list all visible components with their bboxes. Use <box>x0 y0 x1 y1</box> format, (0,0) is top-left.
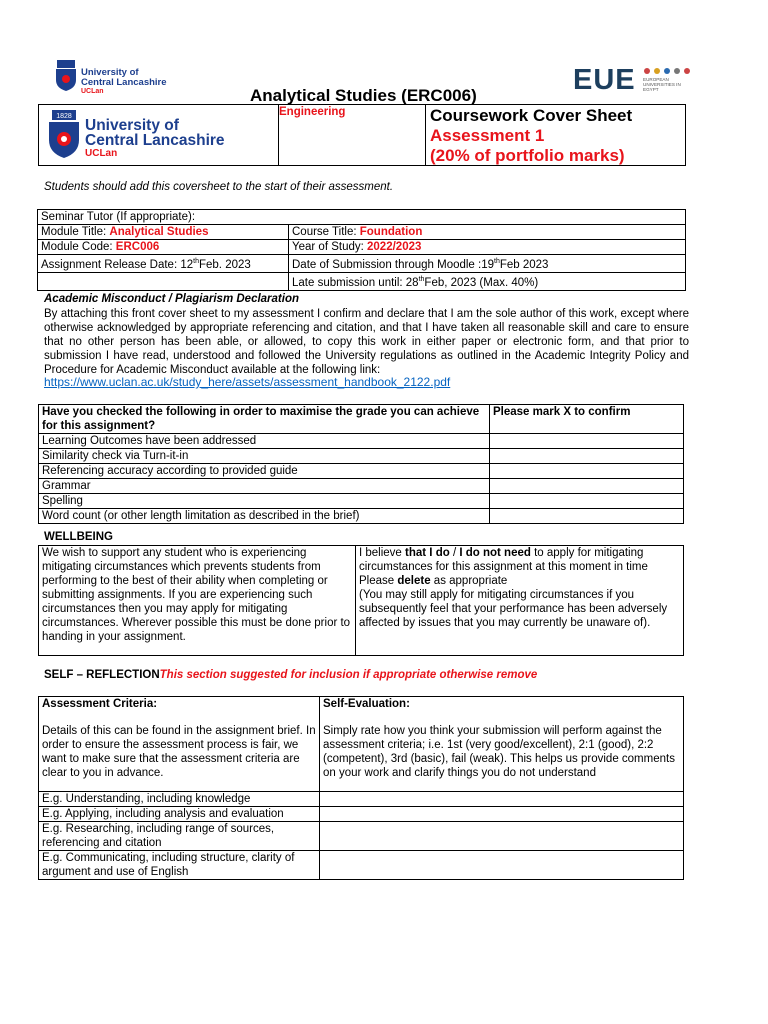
checklist-mark-cell[interactable] <box>490 509 684 524</box>
submission-date-text: Date of Submission through Moodle :19 <box>292 258 495 271</box>
wellbeing-declaration <box>356 546 684 656</box>
assessment-number: Assessment 1 <box>430 126 545 145</box>
table-row <box>38 225 686 240</box>
checklist-mark-cell[interactable] <box>490 479 684 494</box>
wellbeing-delete-line <box>359 574 680 588</box>
checklist-confirm-header: Please mark X to confirm <box>490 405 684 434</box>
assessment-criteria-header: Assessment Criteria: <box>42 698 158 710</box>
checklist-mark-cell[interactable] <box>490 434 684 449</box>
table-row <box>39 792 684 807</box>
uclan-abbr: UCLan <box>85 148 118 159</box>
table-row <box>38 240 686 255</box>
delete-word: delete <box>397 575 431 587</box>
empty-cell <box>38 272 289 290</box>
table-row <box>39 851 684 880</box>
delete-post: as appropriate <box>430 575 508 587</box>
uclan-logo <box>39 105 279 165</box>
module-code-value: ERC006 <box>115 241 160 253</box>
small-uclan-logo <box>54 60 174 96</box>
module-title-value: Analytical Studies <box>109 226 209 238</box>
checklist-question: Have you checked the following in order to maximise the grade you can achieve for this assignment? <box>39 405 490 434</box>
release-date-text: Assignment Release Date: 12 <box>41 258 194 271</box>
criteria-row-input[interactable] <box>320 792 684 807</box>
uclan-name-line1: University of <box>85 117 179 134</box>
reflection-heading: SELF – REFLECTION <box>44 669 160 681</box>
portfolio-weight: (20% of portfolio marks) <box>430 146 625 165</box>
wellbeing-support-text: We wish to support any student who is experiencing mitigating circumstances which prevents students from performing to the best of their ability when completing or submitting assignments. If you are experiencing such circumstances then you may apply for mitigating circumstances. Wherever possible this must be done prior to handing in your assignment. <box>39 546 356 656</box>
crest-year: 1828 <box>56 113 72 120</box>
intro-text: Students should add this coversheet to the start of their assessment. <box>44 181 394 193</box>
uclan-name-line2: Central Lancashire <box>85 132 225 149</box>
submission-date-cell <box>289 255 686 273</box>
department-label: Engineering <box>279 106 346 118</box>
uclan-crest-small-icon <box>54 60 78 92</box>
table-row <box>39 494 684 509</box>
checklist-item: Referencing accuracy according to provided guide <box>39 464 490 479</box>
criteria-row-input[interactable] <box>320 822 684 851</box>
assessment-criteria-cell <box>39 697 320 792</box>
declaration-pre: I believe <box>359 547 406 559</box>
page-title: Analytical Studies (ERC006) <box>250 86 477 105</box>
department-cell <box>279 105 426 165</box>
misconduct-text: By attaching this front cover sheet to my assessment I confirm and declare that I am the sole author of this work, except where otherwise acknowledged by appropriate referencing and citation, and that I have taken all reasonable skill and care to ensure that no other person has been able, or allowed, to copy this work in either paper or electronic form, and that prior to submission I have read, understood and followed the University regulations as outlined in the Academic Integrity Policy and Procedure for Academic Misconduct available at the following link: <box>44 308 689 376</box>
late-submission-text: Late submission until: 28 <box>292 276 419 289</box>
declaration-slash: / <box>449 547 460 559</box>
declaration-post: to apply for mitigating circumstances for this assignment at this moment in time <box>359 547 648 573</box>
criteria-row-label: E.g. Applying, including analysis and evaluation <box>39 807 320 822</box>
release-date-sup: th <box>193 258 199 265</box>
table-row <box>39 807 684 822</box>
uclan-crest-icon <box>47 110 81 160</box>
module-code-label: Module Code: <box>41 241 116 253</box>
course-title-label: Course Title: <box>292 226 360 238</box>
table-row <box>38 272 686 290</box>
criteria-row-label: E.g. Understanding, including knowledge <box>39 792 320 807</box>
release-date-cell <box>38 255 289 273</box>
delete-pre: Please <box>359 575 398 587</box>
reflection-heading-line <box>44 669 537 681</box>
eue-logo-subtitle: EUROPEAN UNIVERSITIES IN EGYPT <box>643 77 681 92</box>
checklist-item: Word count (or other length limitation as described in the brief) <box>39 509 490 524</box>
small-logo-abbr: UCLan <box>81 88 104 95</box>
course-title-cell <box>289 225 686 240</box>
small-logo-line2: Central Lancashire <box>81 77 167 88</box>
course-title-value: Foundation <box>359 226 423 238</box>
table-row <box>39 434 684 449</box>
declaration-i-do-not[interactable]: I do not need <box>459 547 531 559</box>
header-box <box>38 104 686 166</box>
checklist-item: Grammar <box>39 479 490 494</box>
table-row <box>39 405 684 434</box>
criteria-row-input[interactable] <box>320 851 684 880</box>
assessment-criteria-body: Details of this can be found in the assignment brief. In order to ensure the assessment process is fair, we want to make sure that the assessment criteria are clear to you in advance. <box>42 725 316 779</box>
eue-logo <box>573 64 693 96</box>
coversheet-title: Coursework Cover Sheet <box>430 106 633 125</box>
wellbeing-note: (You may still apply for mitigating circumstances if you subsequently feel that your performance has been adversely affected by issues that you may currently be unaware of). <box>359 589 668 629</box>
table-row <box>39 697 684 792</box>
wellbeing-declaration-line <box>359 546 680 574</box>
misconduct-heading: Academic Misconduct / Plagiarism Declaration <box>44 293 299 305</box>
misconduct-body <box>44 307 689 377</box>
reflection-subheading: This section suggested for inclusion if appropriate otherwise remove <box>159 669 538 681</box>
year-label: Year of Study: <box>292 241 368 253</box>
submission-date-sup: th <box>494 258 500 265</box>
module-title-cell <box>38 225 289 240</box>
table-row <box>39 546 684 656</box>
checklist-item: Similarity check via Turn-it-in <box>39 449 490 464</box>
wellbeing-heading: WELLBEING <box>44 531 113 543</box>
table-row <box>38 255 686 273</box>
module-code-cell <box>38 240 289 255</box>
release-date-rest: Feb. 2023 <box>198 258 251 271</box>
checklist-table <box>38 404 684 524</box>
late-submission-cell <box>289 272 686 290</box>
checklist-item: Learning Outcomes have been addressed <box>39 434 490 449</box>
checklist-item: Spelling <box>39 494 490 509</box>
eue-emblems-icon <box>643 66 693 76</box>
wellbeing-table <box>38 545 684 656</box>
small-logo-line1: University of <box>81 67 139 78</box>
submission-date-rest: Feb 2023 <box>499 258 549 271</box>
late-submission-sup: th <box>418 275 425 283</box>
module-info-table <box>37 209 686 291</box>
checklist-mark-cell[interactable] <box>490 494 684 509</box>
table-row <box>39 509 684 524</box>
coversheet-title-cell <box>430 105 685 165</box>
self-evaluation-body: Simply rate how you think your submission will perform against the assessment criteria; i.e. 1st (very good/excellent), 2:1 (good), 2:2 (competent), 3rd (basic), fail (weak). This helps us provide comments on your work and clarify things you do not understand <box>323 725 675 779</box>
table-row <box>39 464 684 479</box>
assessment-handbook-link[interactable]: https://www.uclan.ac.uk/study_here/assets/assessment_handbook_2122.pdf <box>44 375 451 389</box>
seminar-tutor-cell: Seminar Tutor (If appropriate): <box>38 210 686 225</box>
self-evaluation-cell <box>320 697 684 792</box>
table-row <box>39 479 684 494</box>
table-row <box>39 449 684 464</box>
criteria-row-input[interactable] <box>320 807 684 822</box>
reflection-table <box>38 696 684 880</box>
table-row <box>39 822 684 851</box>
self-evaluation-header: Self-Evaluation: <box>323 698 410 710</box>
criteria-row-label: E.g. Researching, including range of sources, referencing and citation <box>39 822 320 851</box>
year-cell <box>289 240 686 255</box>
late-submission-rest: Feb, 2023 (Max. 40%) <box>424 276 539 289</box>
year-value: 2022/2023 <box>367 241 422 253</box>
checklist-mark-cell[interactable] <box>490 449 684 464</box>
declaration-i-do[interactable]: that I do <box>405 547 450 559</box>
eue-logo-text: EUE <box>573 64 636 96</box>
criteria-row-label: E.g. Communicating, including structure, clarity of argument and use of English <box>39 851 320 880</box>
table-row <box>38 210 686 225</box>
module-title-label: Module Title: <box>41 226 110 238</box>
checklist-mark-cell[interactable] <box>490 464 684 479</box>
